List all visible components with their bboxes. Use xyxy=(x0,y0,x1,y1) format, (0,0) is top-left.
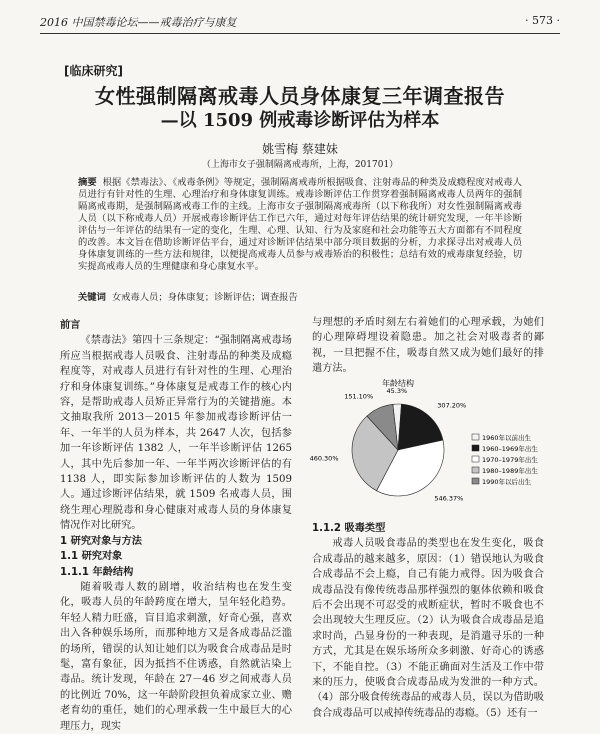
keywords-label: 关键词 xyxy=(78,292,106,303)
heading-1: 1 研究对象与方法 xyxy=(60,535,142,547)
keywords xyxy=(78,292,522,304)
authors: 姚雪梅 蔡建妹 xyxy=(262,142,338,156)
pie-label-1: 307.20% xyxy=(437,401,467,410)
affiliation: （上海市女子强制隔离戒毒所，上海，201701） xyxy=(201,160,399,170)
legend-label-3: 1980–1989年出生 xyxy=(482,467,538,475)
pie-chart-svg xyxy=(309,378,560,508)
intro-heading: 前言 xyxy=(60,320,81,331)
header-rule xyxy=(40,33,560,34)
age-pie-chart xyxy=(309,378,560,508)
legend-swatch-0 xyxy=(472,434,479,440)
abstract-text: 根据《禁毒法》、《戒毒条例》等规定，强制隔离戒毒所根据吸食、注射毒品的种类及成瘾程度对戒毒人员进行有针对性的生理、心理治疗和身体康复训练。戒毒诊断评估工作贯穿着强制隔离戒毒人员两年的强制隔离戒毒期，是强制隔离戒毒工作的主线。上海市女子强制隔离戒毒所（以下称我所）对女性强制隔离戒毒人员（以下称戒毒人员）开展戒毒诊断评估工作已六年，通过对每年评估结果的统计研究发现，一年半诊断评估与一年评估的结果有一定的变化，生理、心理、认知、行为及家庭和社会功能等五大方面都有不同程度的改善。本文旨在借助诊断评估平台，通过对诊断评估结果中部分项目数据的分析，力求探寻出对戒毒人员身体康复训练的一些方法和规律，以便提高戒毒人员参与戒毒矫治的积极性；总结有效的戒毒康复经验，切实提高戒毒人员的生理健康和身心康复水平。 xyxy=(78,177,522,272)
article-subtitle: —以 1509 例戒毒诊断评估为样本 xyxy=(160,110,440,131)
left-column xyxy=(60,318,292,734)
heading-1-1-1: 1.1.1 年龄结构 xyxy=(60,566,134,578)
pie-label-0: 45.3% xyxy=(386,387,408,396)
legend-label-4: 1990年以后出生 xyxy=(482,478,532,486)
journal-name: 2016 中国禁毒论坛——戒毒治疗与康复 xyxy=(40,16,237,29)
intro-paragraph: 《禁毒法》第四十三条规定：“强制隔离戒毒场所应当根据戒毒人员吸食、注射毒品的种类及成瘾程度等，对戒毒人员进行有针对性的生理、心理治疗和身体康复训练。”身体康复是戒毒工作的核心内容，是帮助戒毒人员矫正异常行为的关键措施。本文抽取我所 2013－2015 年参加戒毒诊断评估一年、一年半的人员为样本，共 2647 人次，包括参加一年诊断评估 1382 人，一年半诊断评估 1265 人，其中先后参加一年、一年半两次诊断评估的有 1138 人，即实际参加诊断评估的人数为 1509 人。通过诊断评估结果，就 1509 名戒毒人员，围绕生理心理脱毒和身心健康对戒毒人员的身体康复情况作对比研究。 xyxy=(60,335,292,532)
age-structure-paragraph: 随着吸毒人数的剧增，收治结构也在发生变化，吸毒人员的年龄跨度在增大，呈年轻化趋势。年轻人精力旺盛，盲目追求刺激，好奇心强，喜欢出入各种娱乐场所，而那种地方又是各成毒品泛滥的场所，错误的认知让她们以为吸食合成毒品是时髦，富有象征，因为抵挡不住诱惑，自然就沾染上毒品。统计发现，年龄在 27－46 岁之间戒毒人员的比例近 70%，这一年龄阶段担负着成家立业、赡老育幼的重任，她们的心理承载一生中最巨大的心理压力，现实 xyxy=(60,581,292,732)
article-title: 女性强制隔离戒毒人员身体康复三年调查报告 xyxy=(95,84,505,108)
legend-swatch-3 xyxy=(472,467,479,473)
legend-label-2: 1970–1979年出生 xyxy=(482,456,538,464)
keywords-text: 女戒毒人员；身体康复；诊断评估；调查报告 xyxy=(111,292,298,303)
heading-1-1: 1.1 研究对象 xyxy=(60,551,123,563)
abstract xyxy=(78,177,522,273)
heading-1-1-2: 1.1.2 吸毒类型 xyxy=(312,523,386,534)
legend-label-0: 1960年以前出生 xyxy=(482,434,532,442)
legend-swatch-1 xyxy=(472,445,479,451)
page-number: · 573 · xyxy=(525,14,560,27)
section-label: [临床研究] xyxy=(64,64,123,78)
pie-label-3: 460.30% xyxy=(309,454,339,463)
pie-label-4: 151.10% xyxy=(344,392,374,401)
legend-swatch-4 xyxy=(472,478,479,484)
running-header xyxy=(40,14,560,30)
continued-paragraph: 与理想的矛盾时刻左右着她们的心理承载，为她们的心理障碍埋设着隐患。加之社会对吸毒者的鄙视，一旦把握不住，吸毒自然又成为她们最好的排遣方法。 xyxy=(312,317,544,375)
right-column-bottom xyxy=(312,521,544,721)
legend-swatch-2 xyxy=(472,456,479,462)
abstract-label: 摘要 xyxy=(78,177,97,188)
chart-title: 年龄结构 xyxy=(382,379,414,388)
right-column-top xyxy=(312,315,544,377)
drug-type-paragraph: 戒毒人员吸食毒品的类型也在发生变化，吸食合成毒品的越来越多，原因：（1）错误地认为吸食合成毒品不会上瘾，自己有能力戒得。因为吸食合成毒品没有像传统毒品那样强烈的躯体依赖和吸食后不会出现不可忍受的戒断症状，暂时不吸食也不会出现较大生理反应。（2）认为吸食合成毒品是追求时尚，凸显身份的一种表现，是消遣寻乐的一种方式，尤其是在娱乐场所众多刺激、好奇心的诱惑下，不能自控。（3）不能正确面对生活及工作中带来的压力，使吸食合成毒品成为发泄的一种方式。（4）部分吸食传统毒品的戒毒人员，误以为借助吸食合成毒品可以戒掉传统毒品的毒瘾。（5）还有一 xyxy=(312,538,544,719)
legend-label-1: 1960–1969年出生 xyxy=(482,445,538,453)
pie-label-2: 546.37% xyxy=(434,494,464,503)
